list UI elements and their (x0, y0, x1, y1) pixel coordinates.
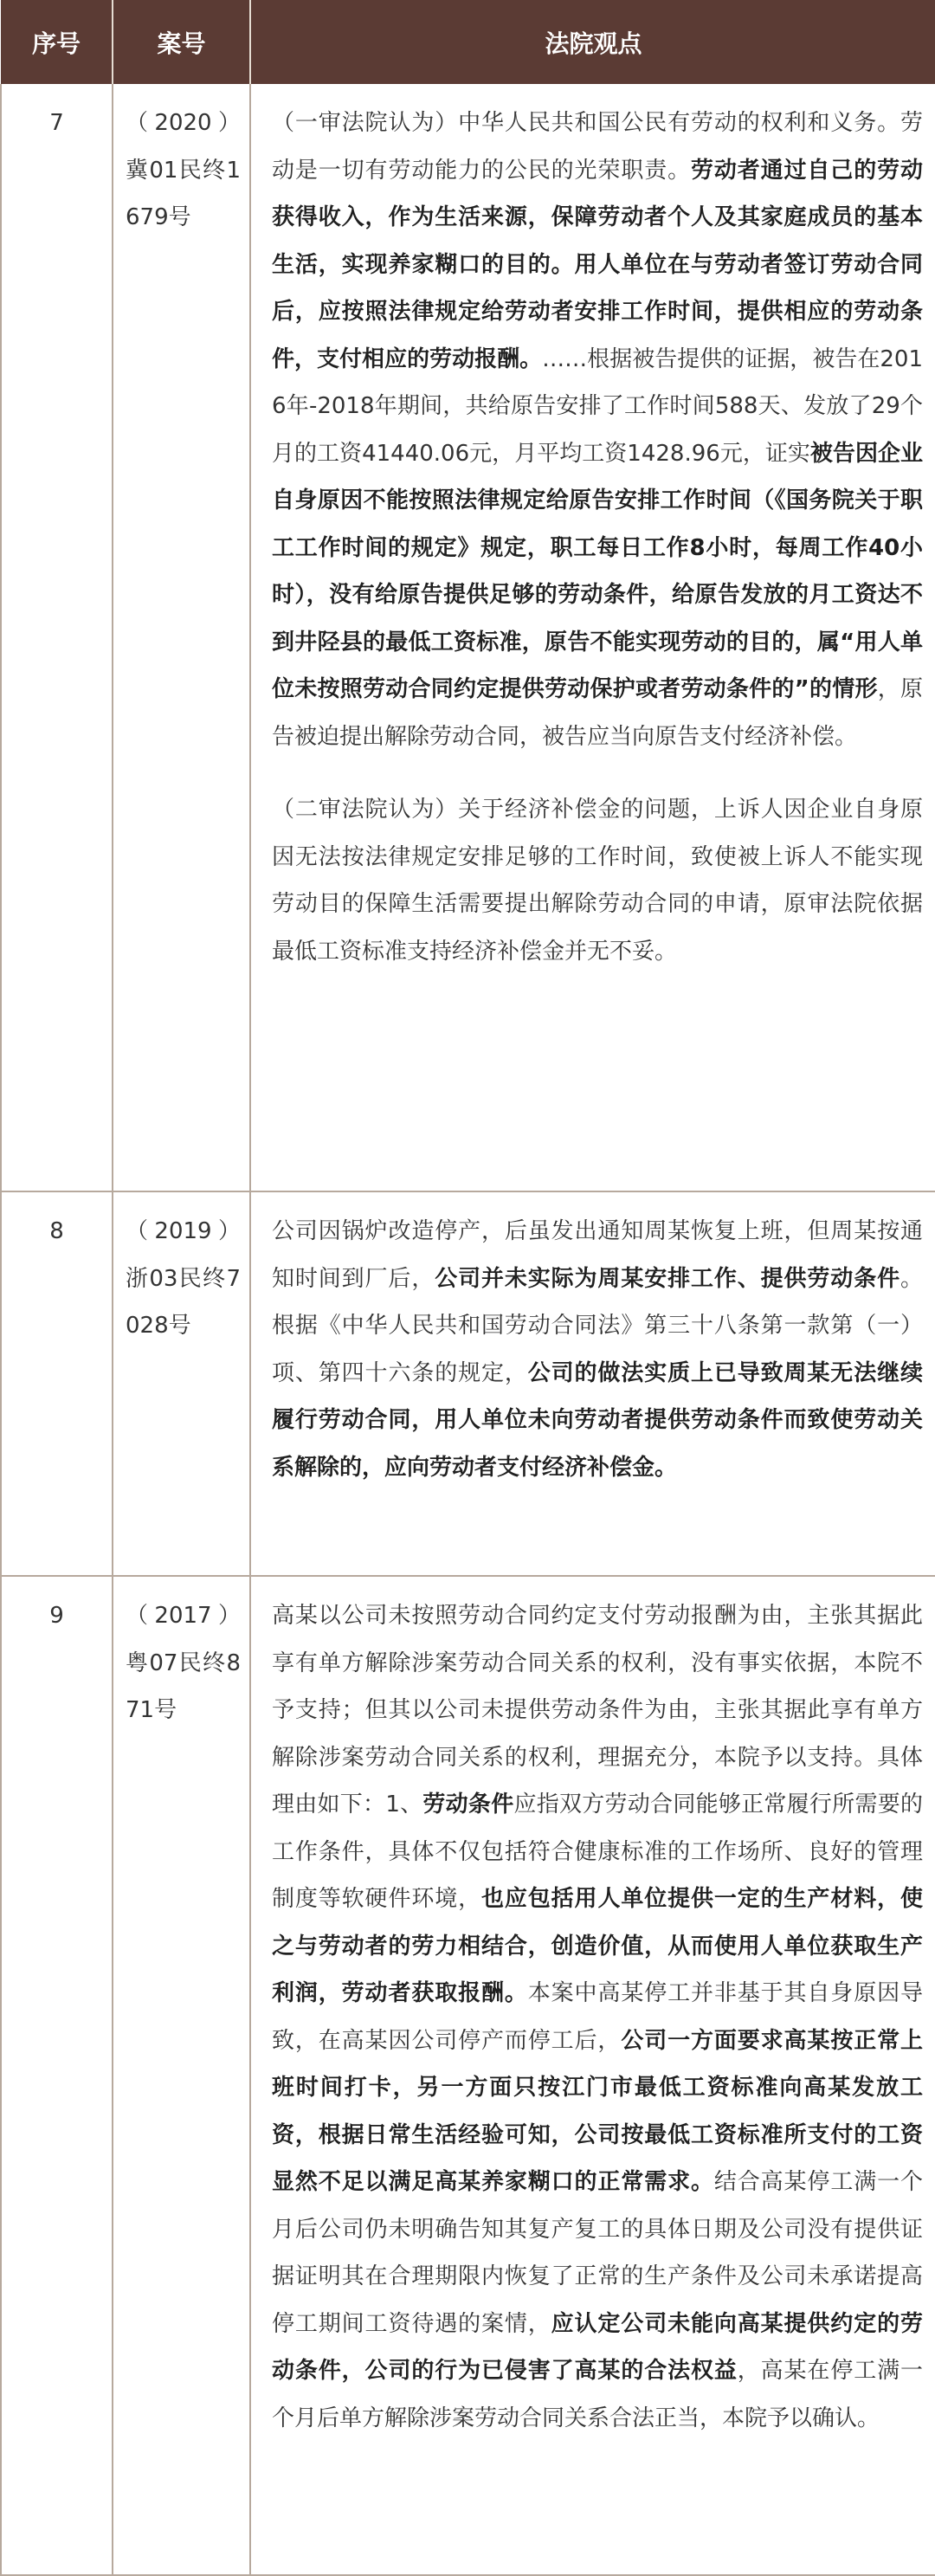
opinion-text: ，原告被迫提出解除劳动合同，被告应当向原告支付经济补偿。 (272, 676, 923, 750)
opinion-text: 本案中高某停工并非基于其自身原因导致，在高某因公司停产而停工后， (272, 1980, 923, 2054)
opinion-text: 结合高某停工满一个月后公司仍未明确告知其复产复工的具体日期及公司没有提供证据证明其在合理期限内恢复了正常的生产条件及公司未承诺提高停工期间工资待遇的案情， (272, 2169, 923, 2337)
table-row (1, 1576, 935, 2575)
court-opinion (250, 1191, 935, 1576)
opinion-text-emphasis: 也应包括用人单位提供一定的生产材料，使之与劳动者的劳力相结合，创造价值，从而使用人单位获取生产利润，劳动者获取报酬。 (272, 1886, 923, 2006)
table-row (1, 1191, 935, 1576)
opinion-text-emphasis: 应认定公司未能向高某提供约定的劳动条件，公司的行为已侵害了高某的合法权益 (272, 2310, 923, 2384)
header-court-opinion: 法院观点 (250, 0, 935, 84)
header-row (1, 0, 935, 84)
row-number: 7 (1, 84, 113, 1191)
row-number: 8 (1, 1191, 113, 1576)
row-number: 9 (1, 1576, 113, 2575)
opinion-text-emphasis: 公司并未实际为周某安排工作、提供劳动条件 (435, 1265, 900, 1292)
court-opinion (250, 84, 935, 1191)
table-row (1, 84, 935, 1191)
court-opinion (250, 1576, 935, 2575)
opinion-text: （一审法院认为）中华人民共和国公民有劳动的权利和义务。劳动是一切有劳动能力的公民的光荣职责。 (272, 110, 923, 184)
opinion-paragraph (272, 1592, 923, 2442)
opinion-text: 高某以公司未按照劳动合同约定支付劳动报酬为由，主张其据此享有单方解除涉案劳动合同关系的权利，没有事实依据，本院不予支持；但其以公司未提供劳动条件为由，主张其据此享有单方解除涉案劳动合同关系的权利，理据充分，本院予以支持。具体理由如下：1、 (272, 1603, 923, 1817)
opinion-text: ……根据被告提供的证据，被告在2016年-2018年期间，共给原告安排了工作时间588天、发放了29个月的工资41440.06元，月平均工资1428.96元，证实 (272, 345, 923, 467)
case-number: （2020）冀01民终1679号 (113, 84, 250, 1191)
opinion-text: ，高某在停工满一个月后单方解除涉案劳动合同关系合法正当，本院予以确认。 (272, 2358, 923, 2431)
opinion-paragraph (272, 100, 923, 760)
header-number: 序号 (1, 0, 113, 84)
opinion-text-emphasis: 公司的做法实质上已导致周某无法继续履行劳动合同，用人单位未向劳动者提供劳动条件而致使劳动关系解除的，应向劳动者支付经济补偿金。 (272, 1359, 923, 1481)
opinion-text-emphasis: 公司一方面要求高某按正常上班时间打卡，另一方面只按江门市最低工资标准向高某发放工资，根据日常生活经验可知，公司按最低工资标准所支付的工资显然不足以满足高某养家糊口的正常需求。 (272, 2027, 923, 2195)
opinion-paragraph (272, 786, 923, 975)
header-case-number: 案号 (113, 0, 250, 84)
opinion-text-emphasis: 劳动条件 (422, 1792, 514, 1817)
case-number: （2017）粤07民终871号 (113, 1576, 250, 2575)
opinion-text-emphasis: 被告因企业自身原因不能按照法律规定给原告安排工作时间（《国务院关于职工工作时间的规定》规定，职工每日工作8小时，每周工作40小时），没有给原告提供足够的劳动条件，给原告发放的月工资达不到井陉县的最低工资标准，原告不能实现劳动的目的，属“用人单位未按照劳动合同约定提供劳动保护或者劳动条件的”的情形 (272, 440, 923, 702)
opinion-paragraph (272, 1208, 923, 1491)
case-number: （2019）浙03民终7028号 (113, 1191, 250, 1576)
opinion-text: 公司因锅炉改造停产，后虽发出通知周某恢复上班，但周某按通知时间到厂后， (272, 1218, 923, 1292)
opinion-text: （二审法院认为）关于经济补偿金的问题，上诉人因企业自身原因无法按法律规定安排足够的工作时间，致使被上诉人不能实现劳动目的保障生活需要提出解除劳动合同的申请，原审法院依据最低工资标准支持经济补偿金并无不妥。 (272, 797, 923, 965)
opinion-text-emphasis: 劳动者通过自己的劳动获得收入，作为生活来源，保障劳动者个人及其家庭成员的基本生活，实现养家糊口的目的。用人单位在与劳动者签订劳动合同后，应按照法律规定给劳动者安排工作时间，提供相应的劳动条件，支付相应的劳动报酬。 (272, 157, 923, 372)
opinion-text: 。根据《中华人民共和国劳动合同法》第三十八条第一款第（一）项、第四十六条的规定， (272, 1265, 923, 1386)
opinion-text: 应指双方劳动合同能够正常履行所需要的工作条件，具体不仅包括符合健康标准的工作场所、良好的管理制度等软硬件环境， (272, 1792, 923, 1912)
